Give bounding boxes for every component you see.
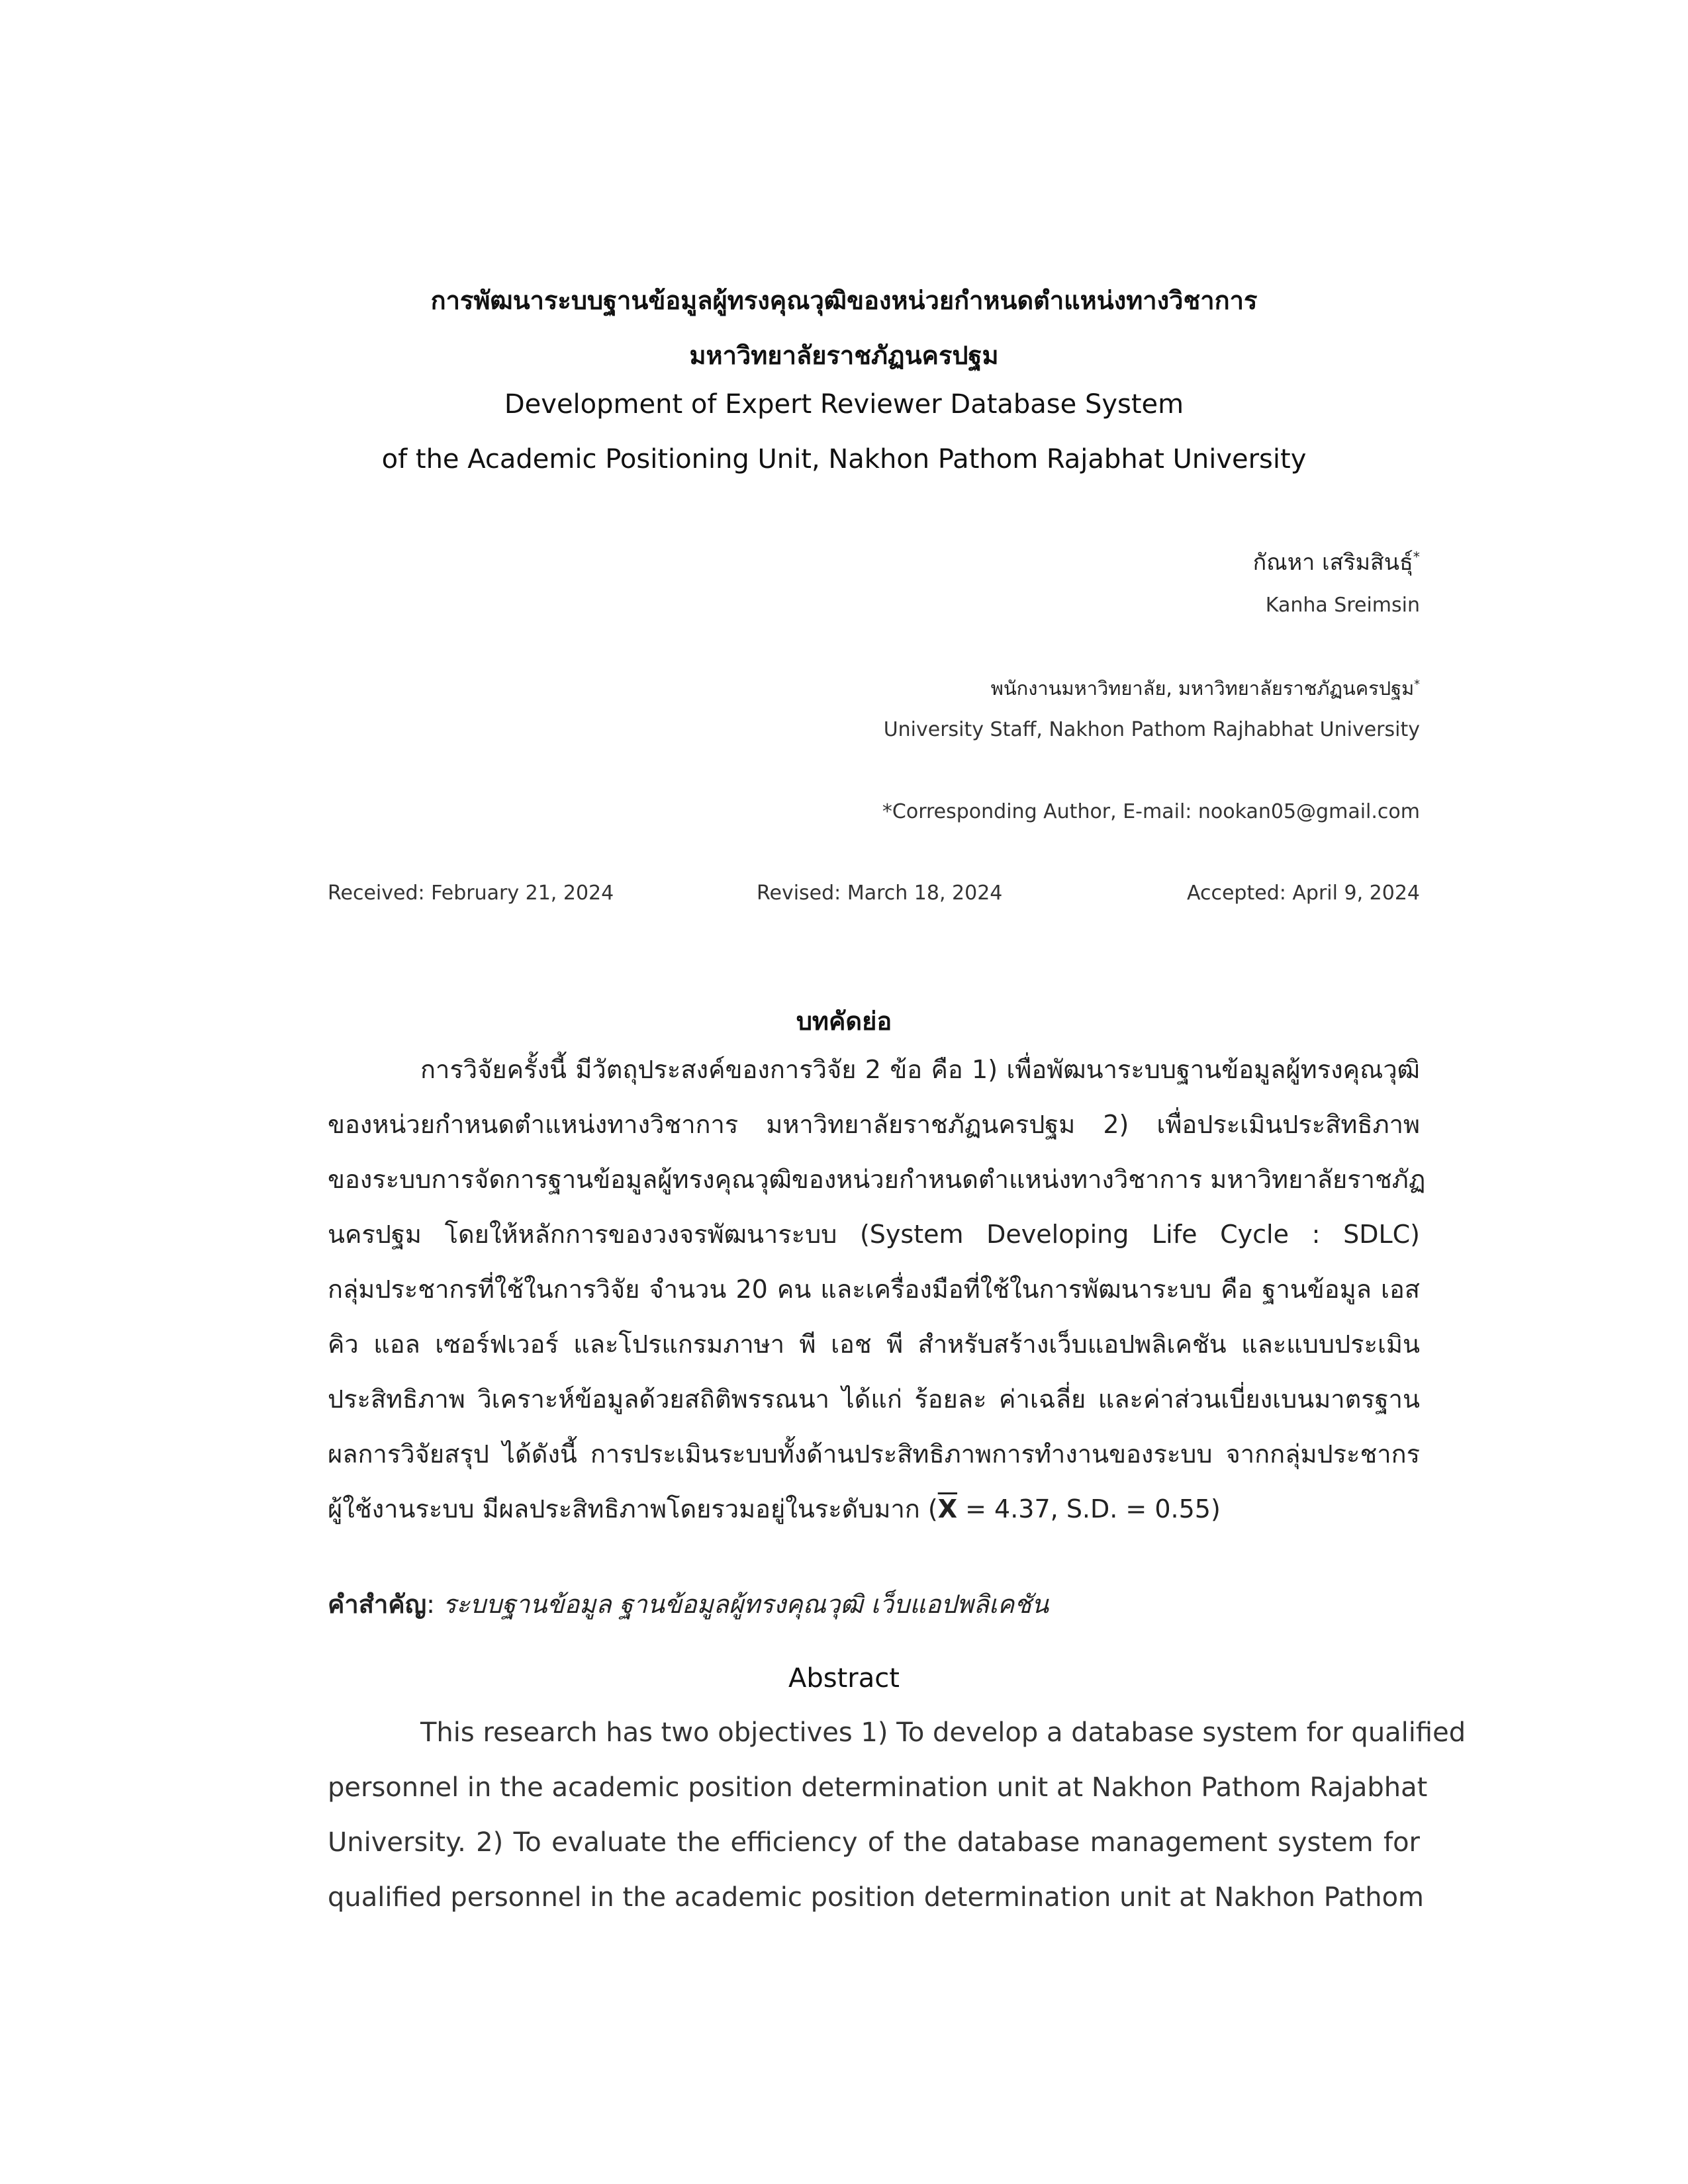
keywords-text: ระบบฐานข้อมูล ฐานข้อมูลผู้ทรงคุณวุฒิ เว็บแอปพลิเคชัน bbox=[443, 1590, 1049, 1619]
abstract-thai-line: นครปฐม โดยให้หลักการของวงจรพัฒนาระบบ (System Developing Life Cycle : SDLC) bbox=[328, 1220, 1420, 1249]
abstract-thai-last-line: ผู้ใช้งานระบบ มีผลประสิทธิภาพโดยรวมอยู่ในระดับมาก ($\overline{X} = 4.37$, S.D. = 0.55) bbox=[328, 1494, 1221, 1524]
affiliation-marker: * bbox=[1414, 678, 1420, 692]
abstract-english-line: qualified personnel in the academic position determination unit at Nakhon Pathom bbox=[328, 1882, 1425, 1913]
title-english-line-2: of the Academic Positioning Unit, Nakhon Pathom Rajabhat University bbox=[381, 444, 1307, 475]
author-name-english: Kanha Sreimsin bbox=[1265, 594, 1420, 617]
date-received: Received: February 21, 2024 bbox=[328, 882, 614, 905]
date-revised: Revised: March 18, 2024 bbox=[757, 882, 1003, 905]
keywords bbox=[328, 1584, 1049, 1624]
author-marker: * bbox=[1413, 549, 1420, 565]
abstract-thai-line: การวิจัยครั้งนี้ มีวัตถุประสงค์ของการวิจัย 2 ข้อ คือ 1) เพื่อพัฒนาระบบฐานข้อมูลผู้ทรงคุณวุฒิ bbox=[420, 1055, 1420, 1084]
affiliation-english: University Staff, Nakhon Pathom Rajhabhat University bbox=[883, 718, 1420, 741]
abstract-english-heading: Abstract bbox=[788, 1663, 900, 1694]
abstract-thai-line: ประสิทธิภาพ วิเคราะห์ข้อมูลด้วยสถิติพรรณนา ได้แก่ ร้อยละ ค่าเฉลี่ย และค่าส่วนเบี่ยงเบนมาตรฐาน bbox=[328, 1385, 1420, 1414]
date-accepted: Accepted: April 9, 2024 bbox=[1186, 882, 1420, 905]
abstract-english-line: University. 2) To evaluate the efficiency of the database management system for bbox=[328, 1827, 1420, 1858]
title-english-line-1: Development of Expert Reviewer Database System bbox=[504, 389, 1184, 420]
abstract-thai-line: ของหน่วยกำหนดตำแหน่งทางวิชาการ มหาวิทยาลัยราชภัฏนครปฐม 2) เพื่อประเมินประสิทธิภาพ bbox=[328, 1110, 1420, 1139]
abstract-thai-heading: บทคัดย่อ bbox=[796, 1007, 892, 1036]
abstract-thai-line: ผลการวิจัยสรุป ได้ดังนี้ การประเมินระบบทั้งด้านประสิทธิภาพการทำงานของระบบ จากกลุ่มประชากร bbox=[328, 1439, 1420, 1469]
author-name-thai: กัณหา เสริมสินธุ์* bbox=[1252, 549, 1420, 576]
abstract-thai-line: กลุ่มประชากรที่ใช้ในการวิจัย จำนวน 20 คน และเครื่องมือที่ใช้ในการพัฒนาระบบ คือ ฐานข้อมูล เอส bbox=[328, 1275, 1420, 1304]
title-thai-line-2: มหาวิทยาลัยราชภัฏนครปฐม bbox=[689, 341, 999, 370]
abstract-thai-line: ของระบบการจัดการฐานข้อมูลผู้ทรงคุณวุฒิของหน่วยกำหนดตำแหน่งทางวิชาการ มหาวิทยาลัยราชภัฏ bbox=[328, 1165, 1426, 1194]
mean-symbol: $\overline{X}$ bbox=[937, 1494, 958, 1524]
abstract-english-line: personnel in the academic position determination unit at Nakhon Pathom Rajabhat bbox=[328, 1772, 1428, 1803]
abstract-thai-line: คิว แอล เซอร์ฟเวอร์ และโปรแกรมภาษา พี เอช พี สำหรับสร้างเว็บแอปพลิเคชัน และแบบประเมิน bbox=[328, 1330, 1420, 1359]
keywords-separator: : bbox=[426, 1590, 435, 1619]
title-thai-line-1: การพัฒนาระบบฐานข้อมูลผู้ทรงคุณวุฒิของหน่วยกำหนดตำแหน่งทางวิชาการ bbox=[430, 286, 1258, 315]
keywords-label: คำสำคัญ bbox=[328, 1590, 427, 1619]
dates-row bbox=[328, 882, 1420, 911]
affiliation-thai: พนักงานมหาวิทยาลัย, มหาวิทยาลัยราชภัฏนครปฐม* bbox=[990, 677, 1420, 700]
abstract-english-line: This research has two objectives 1) To develop a database system for qualified bbox=[420, 1717, 1466, 1748]
corresponding-author: *Corresponding Author, E-mail: nookan05@gmail.com bbox=[882, 800, 1420, 823]
